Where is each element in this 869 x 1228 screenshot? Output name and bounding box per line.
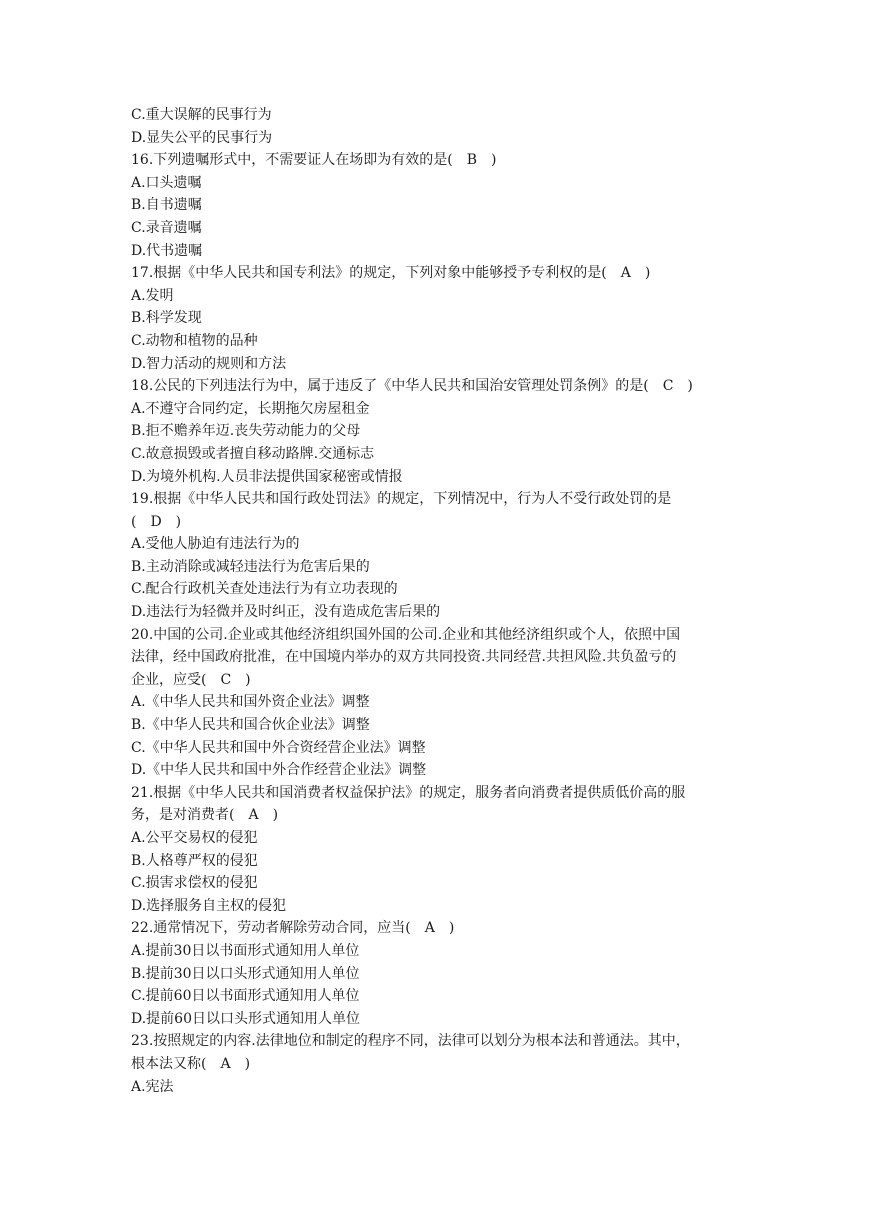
option-line: D.为境外机构.人员非法提供国家秘密或情报 [131,468,403,485]
question-19: 19.根据《中华人民共和国行政处罚法》的规定，下列情况中，行为人不受行政处罚的是 [131,491,672,508]
question-17: 17.根据《中华人民共和国专利法》的规定，下列对象中能够授予专利权的是( A ) [131,265,651,282]
question-21-continued: 务，是对消费者( A ) [131,807,279,824]
option-line: D.代书遗嘱 [131,242,203,259]
option-line: B.自书遗嘱 [131,197,202,214]
option-line: A.口头遗嘱 [131,174,202,191]
question-20-continued: 企业，应受( C ) [131,671,251,688]
option-line: D.智力活动的规则和方法 [131,355,287,372]
option-line: B.《中华人民共和国合伙企业法》调整 [131,717,370,734]
question-16: 16.下列遗嘱形式中，不需要证人在场即为有效的是( B ) [131,152,497,169]
option-line: D.提前60日以口头形式通知用人单位 [131,1010,360,1027]
option-line: D.选择服务自主权的侵犯 [131,897,287,914]
question-18: 18.公民的下列违法行为中，属于违反了《中华人民共和国治安管理处罚条例》的是( C ) [131,378,693,395]
question-23: 23.按照规定的内容.法律地位和制定的程序不同，法律可以划分为根本法和普通法。其中， [131,1033,690,1050]
option-line: A.宪法 [131,1078,174,1095]
option-line: B.提前30日以口头形式通知用人单位 [131,965,360,982]
option-line: A.《中华人民共和国外资企业法》调整 [131,694,370,711]
option-line: A.受他人胁迫有违法行为的 [131,536,300,553]
option-line: C.录音遗嘱 [131,219,202,236]
option-line: A.不遵守合同约定，长期拖欠房屋租金 [131,400,370,417]
option-line: C.故意损毁或者擅自移动路牌.交通标志 [131,445,375,462]
option-line: D.违法行为轻微并及时纠正，没有造成危害后果的 [131,604,441,621]
option-line: C.配合行政机关查处违法行为有立功表现的 [131,581,398,598]
option-line: A.提前30日以书面形式通知用人单位 [131,942,360,959]
question-22: 22.通常情况下，劳动者解除劳动合同，应当( A ) [131,920,455,937]
question-19-continued: ( D ) [131,513,182,530]
option-line: B.主动消除或减轻违法行为危害后果的 [131,558,370,575]
option-line: D.《中华人民共和国中外合作经营企业法》调整 [131,762,427,779]
option-line: C.损害求偿权的侵犯 [131,875,258,892]
option-line: B.人格尊严权的侵犯 [131,852,258,869]
text-line: C.重大误解的民事行为 [131,107,272,123]
option-line: C.提前60日以书面形式通知用人单位 [131,988,360,1005]
option-line: C.动物和植物的品种 [131,332,258,349]
option-line: A.公平交易权的侵犯 [131,830,258,846]
option-line: B.拒不赡养年迈.丧失劳动能力的父母 [131,423,361,440]
question-21: 21.根据《中华人民共和国消费者权益保护法》的规定，服务者向消费者提供质低价高的服 [131,784,686,801]
text-line: D.显失公平的民事行为 [131,129,273,146]
question-23-continued: 根本法又称( A ) [131,1055,251,1072]
option-line: A.发明 [131,287,174,304]
document-body [131,104,745,1098]
option-line: B.科学发现 [131,310,202,327]
option-line: C.《中华人民共和国中外合资经营企业法》调整 [131,739,426,756]
question-20: 20.中国的公司.企业或其他经济组织国外国的公司.企业和其他经济组织或个人，依照中国 [131,626,681,643]
question-20-continued: 法律，经中国政府批准，在中国境内举办的双方共同投资.共同经营.共担风险.共负盈亏的 [131,649,677,666]
